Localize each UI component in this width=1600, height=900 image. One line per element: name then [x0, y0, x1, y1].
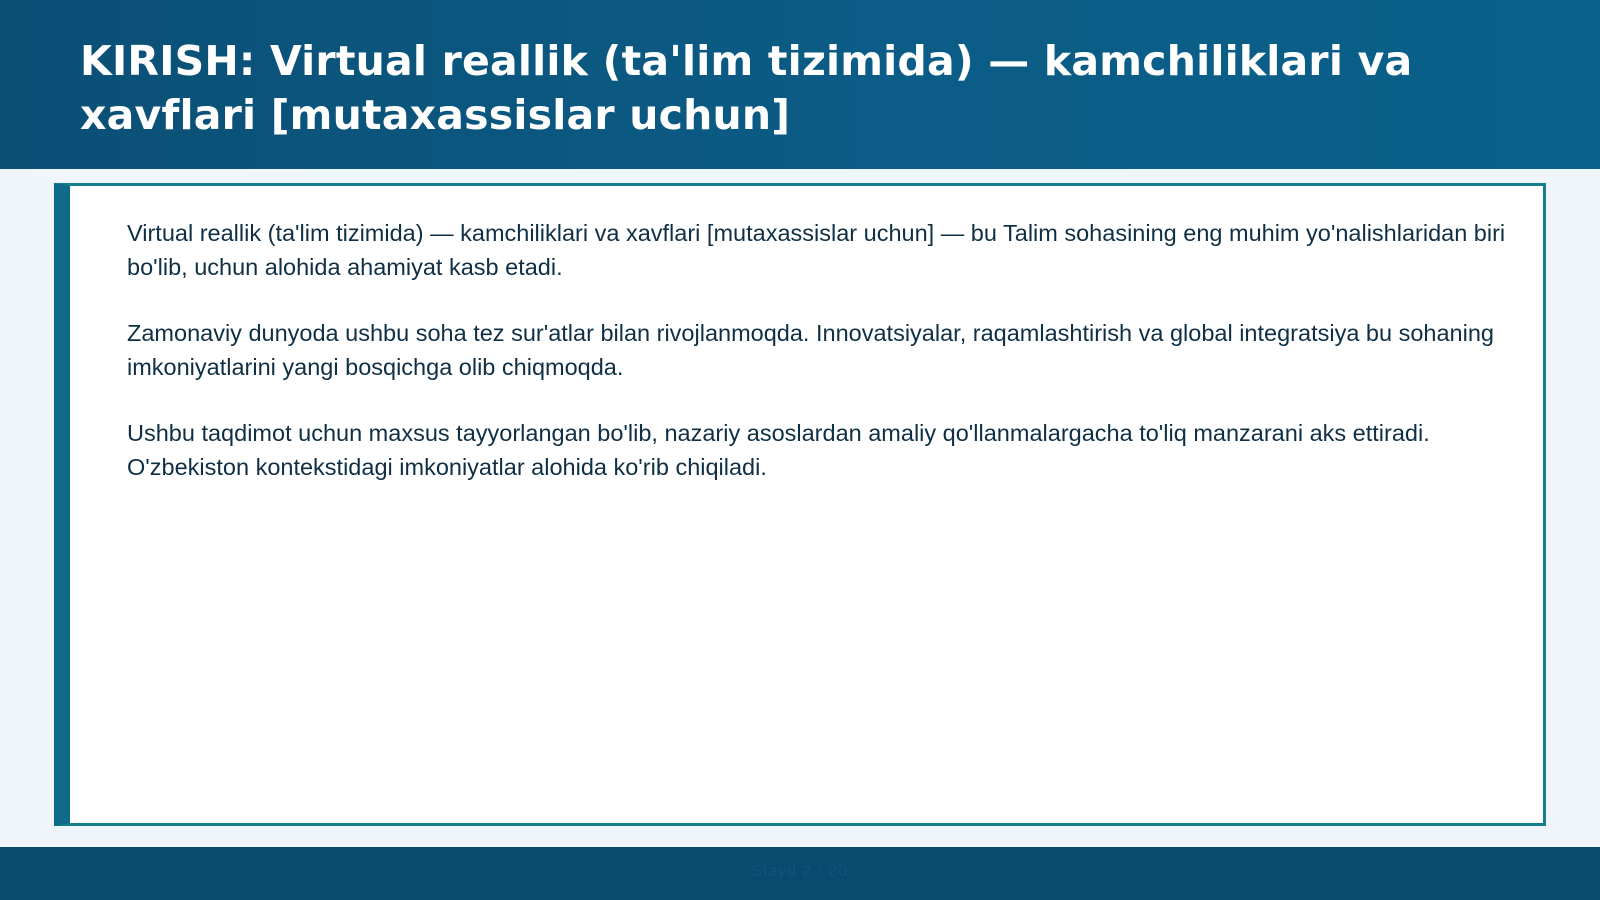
- slide-header: [0, 0, 1600, 169]
- slide-title: KIRISH: Virtual reallik (ta'lim tizimida) — kamchiliklari va xavflari [mutaxassislar uchun]: [80, 37, 1413, 139]
- slide-number: Slayd 2 / 20: [751, 863, 849, 880]
- intro-paragraph: Virtual reallik (ta'lim tizimida) — kamchiliklari va xavflari [mutaxassislar uchun] — bu Talim sohasining eng muhim yo'nalishlaridan biri bo'lib, uchun alohida ahamiyat kasb etadi.: [127, 220, 1506, 280]
- slide-footer: [0, 847, 1600, 900]
- content-card: [54, 183, 1546, 826]
- context-paragraph: Zamonaviy dunyoda ushbu soha tez sur'atlar bilan rivojlanmoqda. Innovatsiyalar, raqamlashtirish va global integratsiya bu sohaning imkoniyatlarini yangi bosqichga olib chiqmoqda.: [127, 320, 1494, 380]
- purpose-paragraph: Ushbu taqdimot uchun maxsus tayyorlangan bo'lib, nazariy asoslardan amaliy qo'llanmalargacha to'liq manzarani aks ettiradi. O'zbekiston kontekstidagi imkoniyatlar alohida ko'rib chiqiladi.: [127, 420, 1430, 480]
